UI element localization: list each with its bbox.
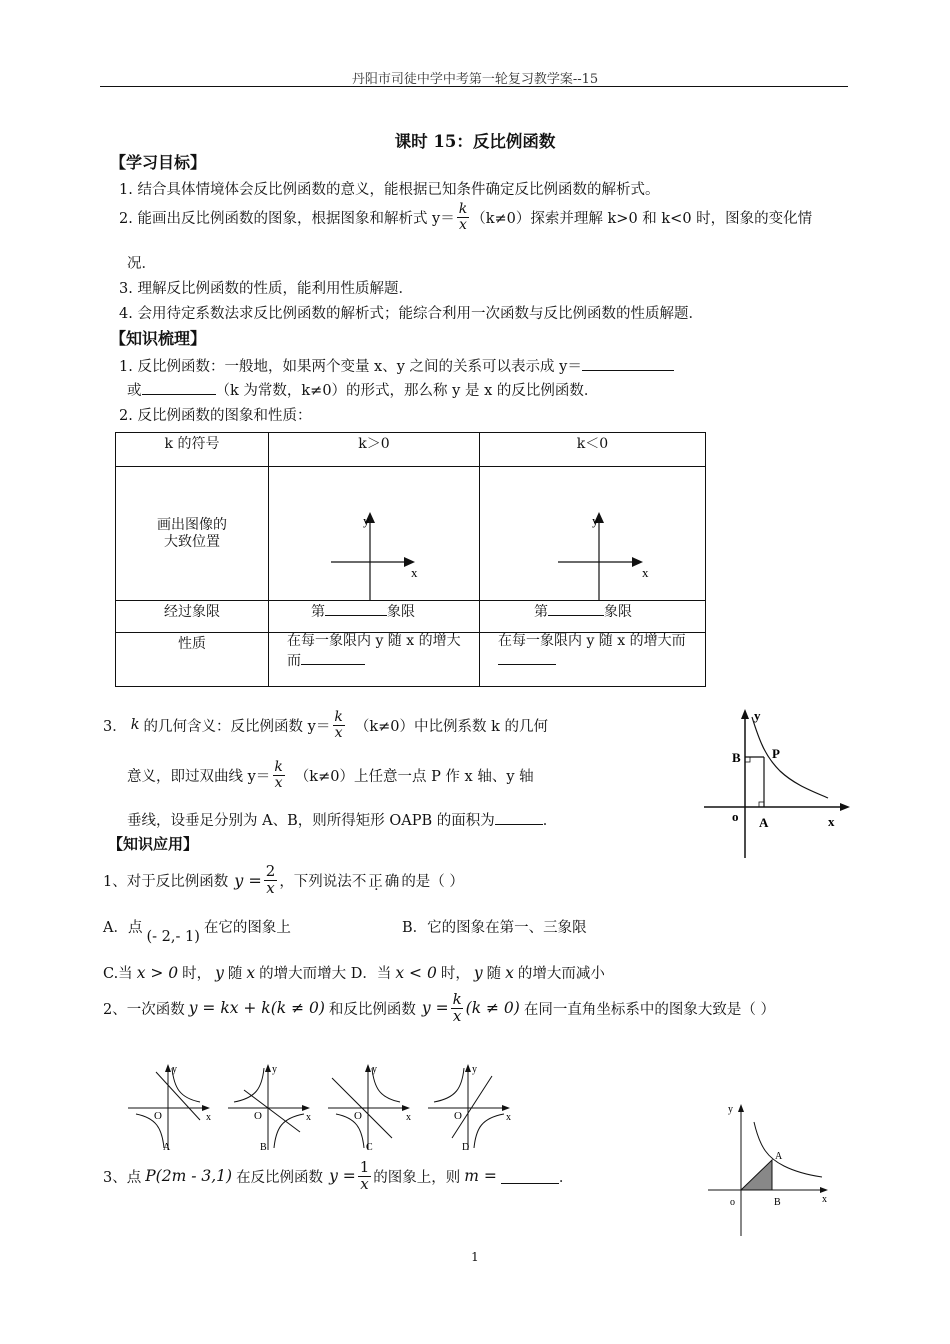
option-a-tail: 在它的图象上 <box>203 920 291 936</box>
fraction-numerator: k <box>452 990 462 1008</box>
question-3-end: ． <box>558 1169 574 1186</box>
figure-label-b: B <box>774 1197 781 1208</box>
fraction-2-over-x <box>264 864 278 897</box>
answer-blank[interactable] <box>142 380 216 395</box>
table-row-quadrant-label: 经过象限 <box>116 601 269 633</box>
question-1-option-b[interactable]: B．它的图象在第一、三象限 <box>402 920 587 936</box>
option-graph-a[interactable] <box>128 1064 211 1153</box>
figure-hyperbola-rectangle <box>700 705 850 863</box>
fraction-denominator: x <box>266 878 275 897</box>
page-header: 丹阳市司徒中学中考第一轮复习教学案--15 <box>351 72 599 87</box>
answer-blank[interactable] <box>582 356 674 371</box>
option-graph-d[interactable] <box>428 1064 511 1153</box>
graph-origin: O <box>254 1110 262 1122</box>
question-3 <box>103 1160 573 1193</box>
knowledge-point-3-text-e: 垂线，设垂足分别为 A、B，则所得矩形 OAPB 的面积为 <box>127 813 495 829</box>
knowledge-point-1-text: 1. 反比例函数：一般地，如果两个变量 x、y 之间的关系可以表示成 y＝ <box>119 359 582 375</box>
question-3-text-c: 的图象上，则 <box>373 1169 461 1186</box>
property-text: 在每一象限内 y 随 x 的增大而 <box>287 633 461 669</box>
knowledge-point-1-or: 或 <box>127 383 142 399</box>
option-graph-b[interactable] <box>228 1064 311 1153</box>
option-c-when: 时， <box>182 966 212 982</box>
option-graph-c[interactable] <box>328 1064 411 1153</box>
answer-blank[interactable] <box>325 601 387 616</box>
option-c-condition: x > 0 <box>136 963 179 982</box>
graph-axis-x: x <box>506 1112 511 1123</box>
graph-origin: O <box>154 1110 162 1122</box>
fraction-k-over-x <box>332 710 344 740</box>
knowledge-point-3-text-d: （k≠0）上任意一点 P 作 x 轴、y 轴 <box>294 768 534 785</box>
option-d-when: 时， <box>440 966 470 982</box>
answer-blank[interactable] <box>498 650 556 665</box>
option-d-with: 随 <box>486 966 502 982</box>
question-3-eq: y = <box>329 1167 356 1186</box>
question-2-inverse-eq: y = <box>421 999 449 1018</box>
question-2-text-a: 2、一次函数 <box>103 1001 185 1018</box>
question-2 <box>103 992 775 1025</box>
axes-sketch-k-negative <box>480 467 705 600</box>
graph-origin: O <box>354 1110 362 1122</box>
fraction-numerator: 2 <box>265 862 276 880</box>
figure-label-y: y <box>728 1104 733 1115</box>
axes-sketch-k-positive <box>269 467 479 600</box>
question-1-text-c: 的是（ ） <box>401 873 464 890</box>
question-2-condition: (k ≠ 0) <box>465 999 520 1018</box>
graph-axis-y: y <box>472 1064 477 1075</box>
goal-item-3: 3. 理解反比例函数的性质，能利用性质解题． <box>119 281 413 297</box>
graph-label: A <box>163 1142 171 1153</box>
option-c-tail: 的增大而增大 D．当 <box>259 966 392 982</box>
question-3-point: P(2m - 3,1) <box>145 1167 233 1186</box>
option-c-with: 随 <box>227 966 243 982</box>
fraction-k-over-x <box>272 760 284 790</box>
table-header-k-sign: k 的符号 <box>116 433 269 467</box>
fraction-k-over-x <box>457 202 469 232</box>
goal-item-2-text-a: 2. 能画出反比例函数的图象，根据图象和解析式 y＝ <box>119 210 455 227</box>
knowledge-point-3-line-2 <box>127 760 534 790</box>
table-cell-property-k-negative <box>480 633 706 687</box>
quadrant-suffix: 象限 <box>387 604 415 620</box>
application-heading: 【知识应用】 <box>108 835 199 853</box>
table-cell-property-k-positive <box>269 633 480 687</box>
fraction-denominator: x <box>360 1174 369 1193</box>
graph-label: D <box>462 1142 470 1153</box>
graph-label: B <box>260 1142 267 1153</box>
knowledge-point-3-end: ． <box>542 813 558 829</box>
fraction-1-over-x <box>358 1160 372 1193</box>
property-text: 在每一象限内 y 随 x 的增大而 <box>498 633 686 649</box>
option-a-point: (- 2,- 1) <box>146 928 200 945</box>
figure-label-y: y <box>754 708 761 723</box>
graph-axis-x: x <box>206 1112 211 1123</box>
axis-label-x: x <box>411 565 418 580</box>
goal-item-1: 1. 结合具体情境体会反比例函数的意义，能根据已知条件确定反比例函数的解析式。 <box>119 182 660 198</box>
goal-item-4: 4. 会用待定系数法求反比例函数的解析式；能综合利用一次函数与反比例函数的性质解题． <box>119 306 703 322</box>
question-1 <box>103 864 464 897</box>
question-1-eq: y = <box>234 870 262 890</box>
knowledge-point-1 <box>119 355 674 376</box>
option-d-y: y <box>473 963 483 982</box>
question-2-option-graphs <box>122 1062 522 1154</box>
table-cell-graph-k-positive[interactable] <box>269 467 480 601</box>
question-3-m: m = <box>464 1167 497 1186</box>
question-2-linear-eq: y = kx + k(k ≠ 0) <box>188 999 325 1018</box>
graph-axis-y: y <box>172 1064 177 1075</box>
question-1-options-cd[interactable] <box>103 962 605 983</box>
properties-table <box>115 432 706 687</box>
fraction-numerator: 1 <box>359 1158 370 1176</box>
table-header-k-negative: k＜0 <box>480 433 706 467</box>
figure-label-a: A <box>759 815 769 830</box>
quadrant-suffix: 象限 <box>604 604 632 620</box>
question-1-emphasis: 不正确 · <box>352 870 402 891</box>
fraction-denominator: x <box>274 774 283 791</box>
axis-label-x: x <box>642 565 649 580</box>
axis-label-y: y <box>363 513 370 528</box>
knowledge-point-3-line-3 <box>127 809 557 830</box>
knowledge-point-1-cont <box>127 379 598 400</box>
fraction-denominator: x <box>452 1006 462 1025</box>
figure-label-x: x <box>822 1194 827 1205</box>
table-cell-graph-k-negative[interactable] <box>480 467 706 601</box>
graph-axis-x: x <box>406 1112 411 1123</box>
table-row-property-label: 性质 <box>116 633 269 687</box>
figure-hyperbola-triangle <box>704 1098 834 1238</box>
header-rule <box>100 86 848 87</box>
goal-item-2-cont: 况． <box>127 256 156 272</box>
graph-axis-y: y <box>372 1064 377 1075</box>
option-d-x: x <box>505 963 514 982</box>
fraction-denominator: x <box>334 724 343 741</box>
goal-item-2 <box>119 202 812 232</box>
goals-heading: 【学习目标】 <box>110 153 207 172</box>
knowledge-point-3-text-b: （k≠0）中比例系数 k 的几何 <box>354 718 548 735</box>
quadrant-prefix: 第 <box>311 604 325 620</box>
graph-label: C <box>366 1142 373 1153</box>
question-2-text-b: 和反比例函数 <box>328 1001 416 1018</box>
fraction-k-over-x <box>451 992 464 1025</box>
variable-k: k <box>130 717 140 734</box>
knowledge-point-3-text-a: 的几何含义：反比例函数 y＝ <box>143 718 331 735</box>
quadrant-prefix: 第 <box>534 604 548 620</box>
question-3-text-a: 3、点 <box>103 1169 142 1186</box>
question-1-text-a: 1、对于反比例函数 <box>103 873 229 890</box>
answer-blank[interactable] <box>548 601 604 616</box>
option-d-tail: 的增大而减小 <box>517 966 605 982</box>
table-cell-quadrant-k-positive <box>269 601 480 633</box>
option-d-condition: x < 0 <box>395 963 437 982</box>
answer-blank[interactable] <box>501 1169 559 1184</box>
knowledge-point-3-line-1 <box>103 710 548 740</box>
option-c-y: y <box>215 963 224 982</box>
page-number: 1 <box>471 1250 479 1264</box>
question-1-option-a[interactable] <box>103 916 291 945</box>
table-row-graph-label: 画出图像的 大致位置 <box>116 467 269 601</box>
figure-label-origin: o <box>730 1197 735 1208</box>
page-title: 课时 15：反比例函数 <box>394 132 556 151</box>
graph-axis-y: y <box>272 1064 277 1075</box>
option-c-text: C.当 <box>103 966 133 982</box>
figure-label-a: A <box>775 1151 783 1162</box>
goal-item-2-text-b: （k≠0）探索并理解 k>0 和 k<0 时，图象的变化情 <box>471 210 813 227</box>
fraction-numerator: k <box>334 709 343 725</box>
axis-label-y: y <box>592 513 599 528</box>
option-a-text: A．点 <box>103 920 143 936</box>
graph-axis-x: x <box>306 1112 311 1123</box>
figure-label-x: x <box>828 814 835 829</box>
option-c-x: x <box>246 963 256 982</box>
answer-blank[interactable] <box>301 650 365 665</box>
figure-label-b: B <box>732 750 741 765</box>
fraction-denominator: x <box>459 216 467 233</box>
table-cell-quadrant-k-negative <box>480 601 706 633</box>
fraction-numerator: k <box>274 759 283 775</box>
knowledge-point-2: 2. 反比例函数的图象和性质： <box>119 408 312 424</box>
figure-label-origin: o <box>732 809 739 824</box>
knowledge-point-1-tail: （k 为常数，k≠0）的形式，那么称 y 是 x 的反比例函数． <box>215 383 599 399</box>
table-header-k-positive: k＞0 <box>269 433 480 467</box>
fraction-numerator: k <box>458 201 468 217</box>
question-2-text-c: 在同一直角坐标系中的图象大致是（ ） <box>523 1001 775 1018</box>
knowledge-point-3-text-c: 意义，即过双曲线 y＝ <box>127 768 271 785</box>
graph-origin: O <box>454 1110 462 1122</box>
question-1-text-b: ，下列说法 <box>279 873 352 890</box>
figure-label-p: P <box>772 746 780 761</box>
knowledge-heading: 【知识梳理】 <box>110 329 207 348</box>
answer-blank[interactable] <box>495 810 543 825</box>
question-3-text-b: 在反比例函数 <box>236 1169 324 1186</box>
knowledge-point-3-number: 3． <box>103 718 127 735</box>
